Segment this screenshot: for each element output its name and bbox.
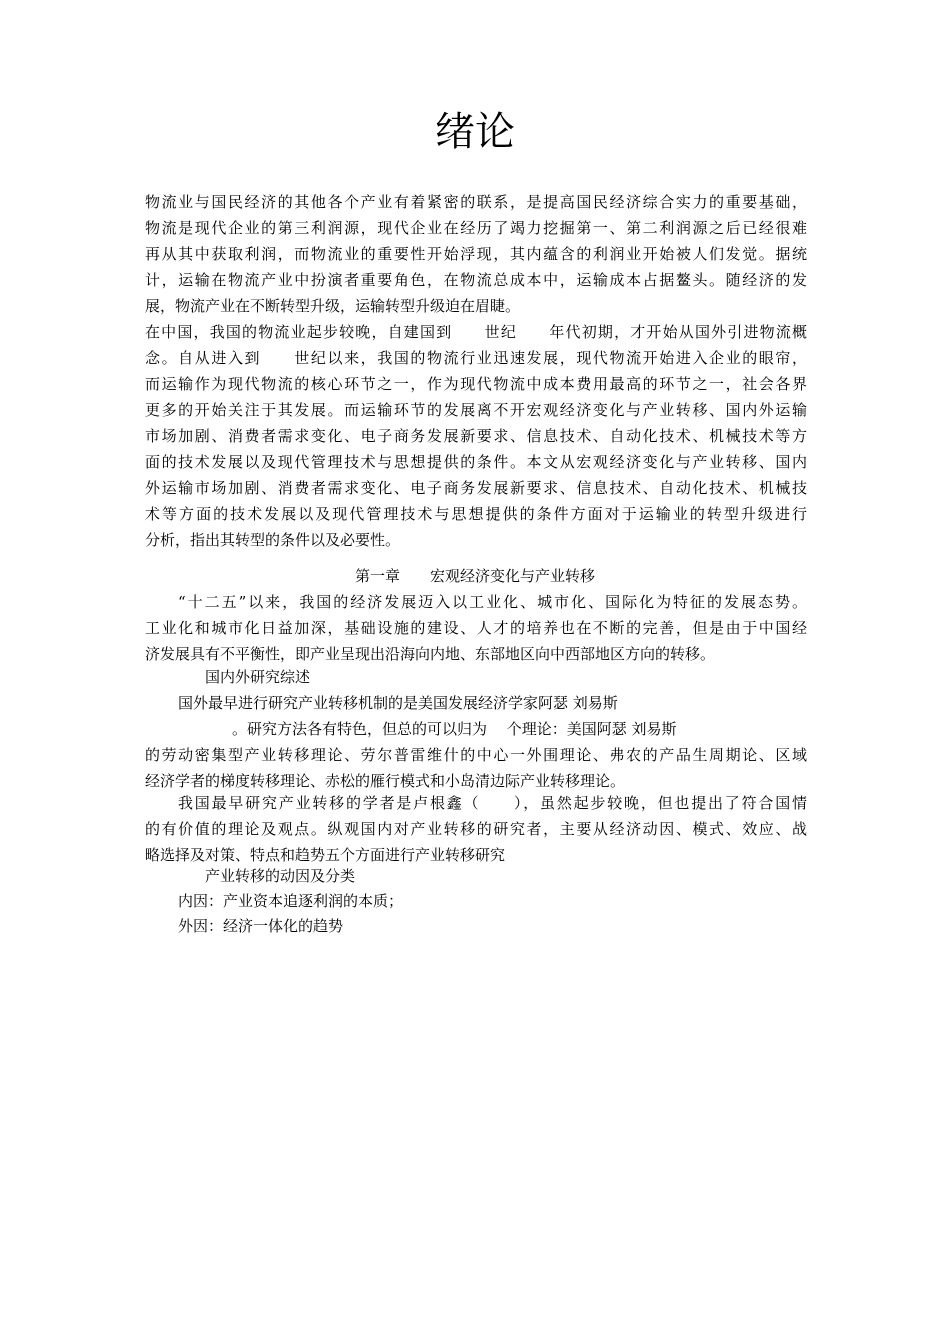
chapter-heading: 第一章 宏观经济变化与产业转移 bbox=[354, 567, 595, 585]
intro-p2-line: 在中国，我国的物流业起步较晚，自建国到 世纪 年代初期，才开始从国外引进物流概 bbox=[145, 323, 807, 341]
chapter1-p3-line: 略选择及对策、特点和趋势五个方面进行产业转移研究 bbox=[145, 846, 506, 864]
intro-p1-line: 再从其中获取利润，而物流业的重要性开始浮现，其内蕴含的利润业开始被人们发觉。据统 bbox=[145, 245, 807, 263]
section-heading: 国内外研究综述 bbox=[205, 668, 311, 686]
chapter1-p1-line: 工业化和城市化日益加深，基础设施的建设、人才的培养也在不断的完善，但是由于中国经 bbox=[145, 619, 807, 637]
intro-p2-line: 外运输市场加剧、消费者需求变化、电子商务发展新要求、信息技术、自动化技术、机械技 bbox=[145, 479, 807, 497]
chapter1-p2-line: 国外最早进行研究产业转移机制的是美国发展经济学家阿瑟 刘易斯 bbox=[178, 694, 618, 712]
list-item: 外因：经济一体化的趋势 bbox=[178, 917, 344, 935]
intro-p1-line: 展，物流产业在不断转型升级，运输转型升级迫在眉睫。 bbox=[145, 297, 521, 315]
chapter1-p3-line: 我国最早研究产业转移的学者是卢根鑫（ ），虽然起步较晚，但也提出了符合国情 bbox=[178, 794, 807, 812]
intro-p2-line: 面的技术发展以及现代管理技术与思想提供的条件。本文从宏观经济变化与产业转移、国内 bbox=[145, 453, 807, 471]
intro-p1-line: 计，运输在物流产业中扮演者重要角色，在物流总成本中，运输成本占据鳌头。随经济的发 bbox=[145, 271, 807, 289]
chapter1-p3-line: 的有价值的理论及观点。纵观国内对产业转移的研究者，主要从经济动因、模式、效应、战 bbox=[145, 820, 807, 838]
chapter1-p2-line: 。研究方法各有特色，但总的可以归为 个理论：美国阿瑟 刘易斯 bbox=[232, 720, 677, 738]
chapter1-p2-line: 的劳动密集型产业转移理论、劳尔普雷维什的中心一外围理论、弗农的产品生周期论、区域 bbox=[145, 746, 807, 764]
intro-p2-line: 术等方面的技术发展以及现代管理技术与思想提供的条件方面对于运输业的转型升级进行 bbox=[145, 505, 807, 523]
intro-p2-line: 市场加剧、消费者需求变化、电子商务发展新要求、信息技术、自动化技术、机械技术等方 bbox=[145, 427, 807, 445]
intro-p1-line: 物流业与国民经济的其他各个产业有着紧密的联系，是提高国民经济综合实力的重要基础， bbox=[145, 193, 807, 211]
intro-p2-line: 而运输作为现代物流的核心环节之一，作为现代物流中成本费用最高的环节之一，社会各界 bbox=[145, 375, 807, 393]
intro-p2-line: 分析，指出其转型的条件以及必要性。 bbox=[145, 531, 401, 549]
section-heading: 产业转移的动因及分类 bbox=[205, 867, 356, 885]
page-title: 绪论 bbox=[435, 109, 515, 155]
chapter1-p1-line: “十二五”以来，我国的经济发展迈入以工业化、城市化、国际化为特征的发展态势。 bbox=[178, 593, 807, 611]
list-item: 内因：产业资本追逐利润的本质； bbox=[178, 892, 404, 910]
intro-p2-line: 念。自从进入到 世纪以来，我国的物流行业迅速发展，现代物流开始进入企业的眼帘， bbox=[145, 349, 807, 367]
chapter1-p1-line: 济发展具有不平衡性，即产业呈现出沿海向内地、东部地区向中西部地区方向的转移。 bbox=[145, 645, 716, 663]
intro-p1-line: 物流是现代企业的第三利润源，现代企业在经历了竭力挖掘第一、第二利润源之后已经很难 bbox=[145, 219, 807, 237]
chapter1-p2-line: 经济学者的梯度转移理论、赤松的雁行模式和小岛清边际产业转移理论。 bbox=[145, 772, 626, 790]
intro-p2-line: 更多的开始关注于其发展。而运输环节的发展离不开宏观经济变化与产业转移、国内外运输 bbox=[145, 401, 807, 419]
